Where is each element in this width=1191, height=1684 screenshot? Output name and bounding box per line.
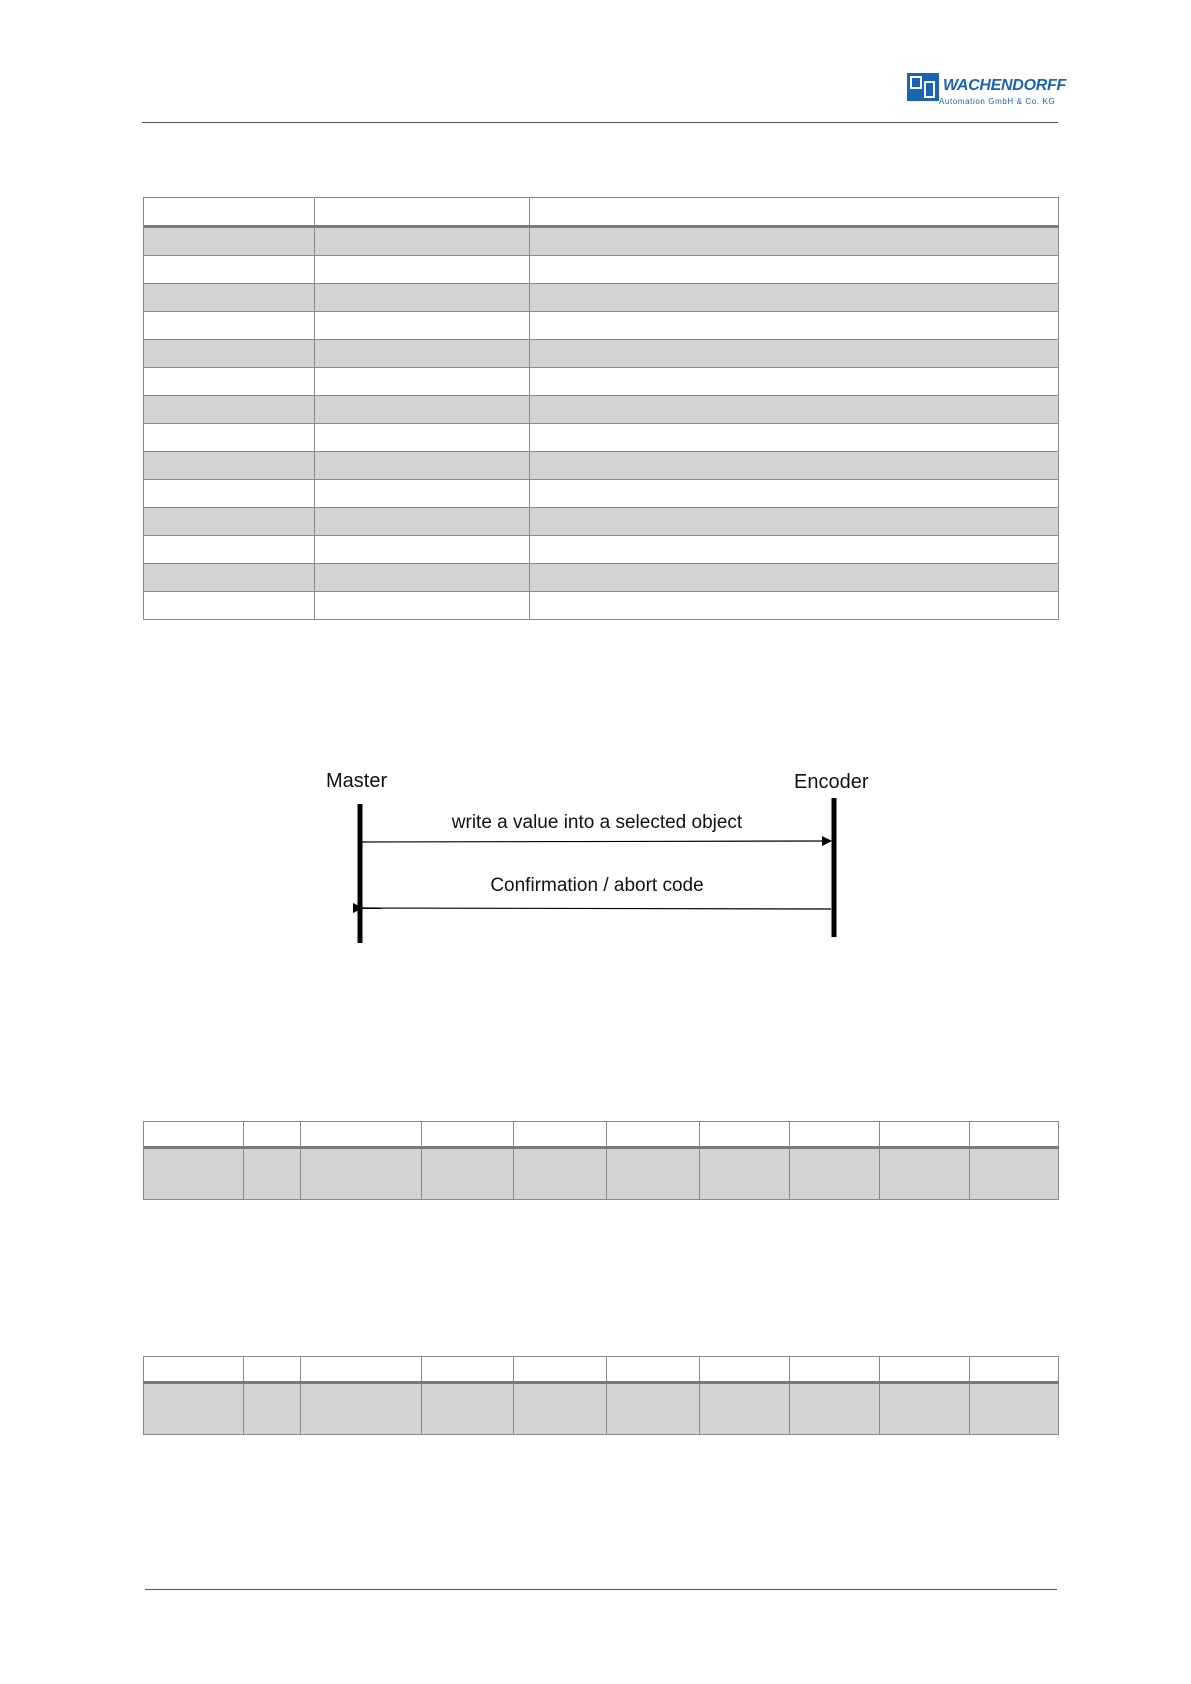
table-header-row bbox=[144, 1122, 1059, 1148]
table-cell bbox=[530, 284, 1059, 312]
table-cell bbox=[144, 1148, 244, 1200]
table-cell bbox=[144, 227, 315, 256]
request-message-label: write a value into a selected object bbox=[451, 812, 743, 833]
table-cell bbox=[530, 424, 1059, 452]
table-cell bbox=[315, 312, 530, 340]
header-cell bbox=[301, 1357, 422, 1383]
table-cell bbox=[144, 480, 315, 508]
table-header-row bbox=[144, 1357, 1059, 1383]
table-cell bbox=[144, 536, 315, 564]
table-cell bbox=[315, 340, 530, 368]
header-cell bbox=[607, 1357, 700, 1383]
table-cell bbox=[315, 424, 530, 452]
table-cell bbox=[315, 508, 530, 536]
request-arrow bbox=[362, 841, 831, 842]
table-row bbox=[144, 564, 1059, 592]
header-cell bbox=[244, 1122, 301, 1148]
header-cell bbox=[700, 1122, 790, 1148]
table-row bbox=[144, 536, 1059, 564]
table-row bbox=[144, 1383, 1059, 1435]
table-cell bbox=[144, 340, 315, 368]
table-cell bbox=[144, 508, 315, 536]
table-cell bbox=[607, 1148, 700, 1200]
table-cell bbox=[790, 1148, 880, 1200]
header-rule bbox=[142, 122, 1058, 123]
logo-company-subtitle: Automation GmbH & Co. KG bbox=[939, 97, 1056, 106]
table-cell bbox=[530, 452, 1059, 480]
table-cell bbox=[514, 1148, 607, 1200]
table-cell bbox=[315, 592, 530, 620]
table-cell bbox=[144, 424, 315, 452]
response-message-label: Confirmation / abort code bbox=[490, 875, 704, 896]
table-row bbox=[144, 312, 1059, 340]
header-cell bbox=[422, 1122, 514, 1148]
table-cell bbox=[530, 312, 1059, 340]
sdo-frame-table bbox=[143, 1356, 1059, 1435]
table-cell bbox=[144, 312, 315, 340]
table-cell bbox=[315, 452, 530, 480]
header-cell bbox=[144, 198, 315, 227]
table-cell bbox=[244, 1383, 301, 1435]
header-cell bbox=[530, 198, 1059, 227]
table-header-row bbox=[144, 198, 1059, 227]
table-cell bbox=[144, 396, 315, 424]
table-cell bbox=[530, 340, 1059, 368]
table-cell bbox=[315, 227, 530, 256]
table-cell bbox=[530, 564, 1059, 592]
table-row bbox=[144, 396, 1059, 424]
header-cell bbox=[790, 1122, 880, 1148]
table-cell bbox=[422, 1383, 514, 1435]
table-cell bbox=[530, 256, 1059, 284]
header-cell bbox=[790, 1357, 880, 1383]
table-cell bbox=[301, 1383, 422, 1435]
table-cell bbox=[144, 592, 315, 620]
table-cell bbox=[530, 592, 1059, 620]
table-cell bbox=[315, 256, 530, 284]
header-cell bbox=[970, 1122, 1059, 1148]
table-cell bbox=[530, 480, 1059, 508]
table-cell bbox=[315, 368, 530, 396]
table-row bbox=[144, 508, 1059, 536]
table-cell bbox=[700, 1148, 790, 1200]
table-row bbox=[144, 284, 1059, 312]
table-cell bbox=[144, 256, 315, 284]
table-cell bbox=[530, 508, 1059, 536]
header-cell bbox=[244, 1357, 301, 1383]
response-arrow bbox=[362, 908, 831, 909]
company-logo bbox=[906, 72, 1066, 110]
table-row bbox=[144, 592, 1059, 620]
table-row bbox=[144, 452, 1059, 480]
footer-rule bbox=[145, 1589, 1057, 1590]
table-cell bbox=[315, 396, 530, 424]
sdo-frame-table bbox=[143, 1121, 1059, 1200]
table-cell bbox=[422, 1148, 514, 1200]
header-cell bbox=[880, 1122, 970, 1148]
header-cell bbox=[301, 1122, 422, 1148]
table-cell bbox=[144, 1383, 244, 1435]
table-cell bbox=[970, 1148, 1059, 1200]
header-cell bbox=[700, 1357, 790, 1383]
header-cell bbox=[514, 1122, 607, 1148]
table-cell bbox=[514, 1383, 607, 1435]
table-cell bbox=[301, 1148, 422, 1200]
table-cell bbox=[700, 1383, 790, 1435]
header-cell bbox=[315, 198, 530, 227]
table-cell bbox=[607, 1383, 700, 1435]
table-row bbox=[144, 256, 1059, 284]
header-cell bbox=[514, 1357, 607, 1383]
table-cell bbox=[315, 536, 530, 564]
table-row bbox=[144, 368, 1059, 396]
table-row bbox=[144, 480, 1059, 508]
header-cell bbox=[422, 1357, 514, 1383]
wachendorff-logo-mark bbox=[906, 72, 940, 102]
table-cell bbox=[315, 284, 530, 312]
table-cell bbox=[144, 564, 315, 592]
encoder-label: Encoder bbox=[794, 771, 869, 793]
header-cell bbox=[144, 1122, 244, 1148]
table-cell bbox=[315, 564, 530, 592]
table-cell bbox=[880, 1383, 970, 1435]
table-cell bbox=[530, 227, 1059, 256]
table-cell bbox=[530, 536, 1059, 564]
master-label: Master bbox=[326, 770, 388, 792]
table-cell bbox=[530, 368, 1059, 396]
header-cell bbox=[880, 1357, 970, 1383]
table-cell bbox=[244, 1148, 301, 1200]
sequence-diagram bbox=[310, 760, 890, 960]
logo-company-name: WACHENDORFF bbox=[943, 77, 1066, 94]
table-row bbox=[144, 1148, 1059, 1200]
table-cell bbox=[530, 396, 1059, 424]
header-cell bbox=[607, 1122, 700, 1148]
table-row bbox=[144, 424, 1059, 452]
table-row bbox=[144, 340, 1059, 368]
table-cell bbox=[144, 452, 315, 480]
table-cell bbox=[144, 284, 315, 312]
table-cell bbox=[880, 1148, 970, 1200]
table-row bbox=[144, 227, 1059, 256]
parameter-table bbox=[143, 197, 1059, 620]
header-cell bbox=[144, 1357, 244, 1383]
table-cell bbox=[970, 1383, 1059, 1435]
table-cell bbox=[144, 368, 315, 396]
table-cell bbox=[790, 1383, 880, 1435]
table-cell bbox=[315, 480, 530, 508]
header-cell bbox=[970, 1357, 1059, 1383]
